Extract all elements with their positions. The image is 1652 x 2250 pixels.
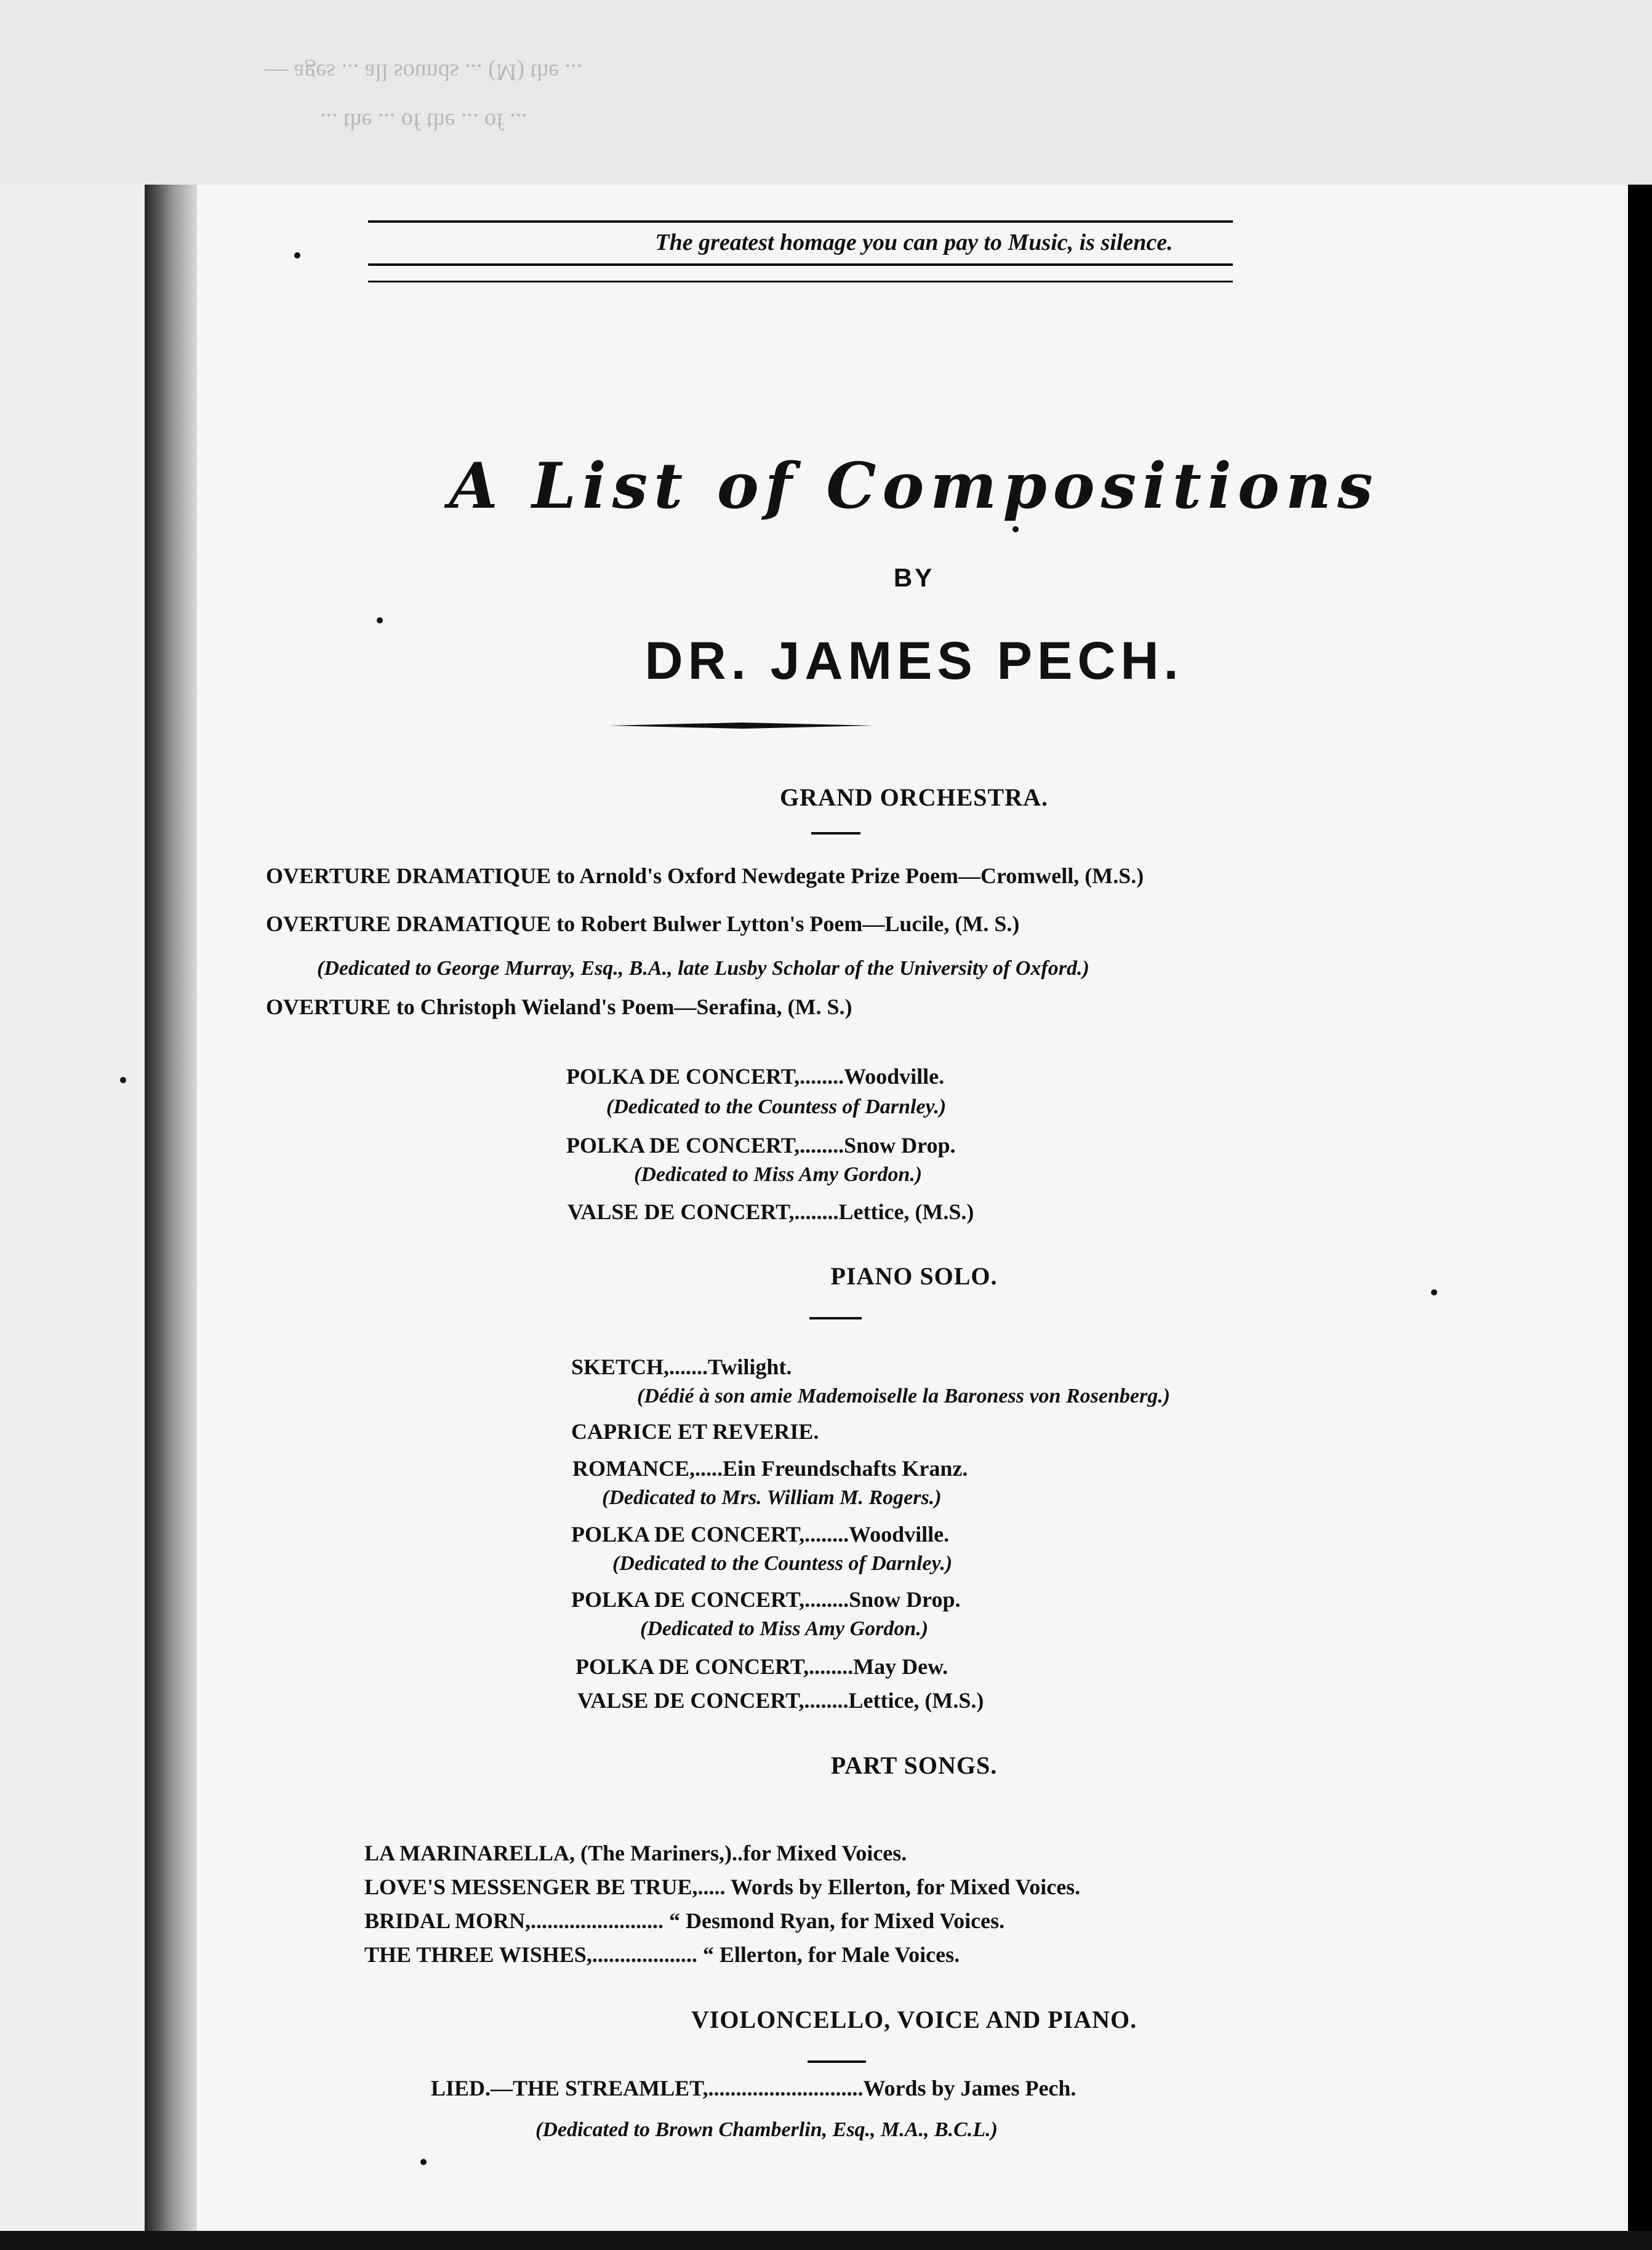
section-heading-part-songs: PART SONGS. [830, 1752, 998, 1779]
dedication: (Dedicated to Brown Chamberlin, Esq., M.A., B.C.L.) [535, 2118, 998, 2141]
motto-bottom-rule [368, 263, 1233, 266]
dedication: (Dedicated to Mrs. William M. Rogers.) [602, 1486, 942, 1509]
ink-speck [377, 617, 383, 623]
list-item: LA MARINARELLA, (The Mariners,)..for Mixed Voices. [364, 1841, 907, 1865]
list-item: THE THREE WISHES,................... “ Ellerton, for Male Voices. [364, 1942, 960, 1967]
list-item: POLKA DE CONCERT,........Woodville. [571, 1522, 950, 1547]
ink-speck [294, 252, 300, 258]
list-item: VALSE DE CONCERT,........Lettice, (M.S.) [567, 1199, 974, 1224]
motto-top-rule [368, 220, 1233, 223]
list-item: POLKA DE CONCERT,........Snow Drop. [566, 1133, 956, 1158]
by-line: BY [893, 563, 935, 592]
motto-bottom-rule-2 [368, 281, 1233, 282]
list-item: SKETCH,.......Twilight. [571, 1355, 792, 1379]
ink-speck [1012, 526, 1019, 532]
dedication: (Dedicated to George Murray, Esq., B.A., late Lusby Scholar of the University of Oxford.) [317, 957, 1089, 980]
dedication: (Dedicated to the Countess of Darnley.) [606, 1095, 947, 1118]
list-item: POLKA DE CONCERT,........May Dew. [575, 1654, 948, 1679]
section-rule [809, 1317, 862, 1319]
previous-page-edge [0, 0, 1652, 185]
section-heading-grand-orchestra: GRAND ORCHESTRA. [779, 783, 1049, 811]
section-rule [808, 2060, 866, 2063]
section-heading-violoncello: VIOLONCELLO, VOICE AND PIANO. [691, 2006, 1137, 2033]
author-name: DR. JAMES PECH. [644, 631, 1184, 691]
list-item: CAPRICE ET REVERIE. [571, 1419, 819, 1444]
bleed-through-text: ... the ... of the ... of ... [320, 108, 527, 134]
dedication: (Dédié à son amie Mademoiselle la Baroness von Rosenberg.) [637, 1385, 1171, 1407]
list-item: ROMANCE,.....Ein Freundschafts Kranz. [572, 1456, 968, 1481]
list-item: LOVE'S MESSENGER BE TRUE,..... Words by Ellerton, for Mixed Voices. [364, 1875, 1081, 1899]
ink-speck [120, 1077, 126, 1083]
bleed-through-text: — ages ... all sounds ... (M) the ... [265, 59, 583, 85]
list-item: OVERTURE DRAMATIQUE to Robert Bulwer Lytton's Poem—Lucile, (M. S.) [266, 911, 1020, 936]
book-spine-shadow [145, 185, 197, 2231]
list-item: BRIDAL MORN,........................ “ Desmond Ryan, for Mixed Voices. [364, 1908, 1005, 1933]
dedication: (Dedicated to Miss Amy Gordon.) [634, 1163, 923, 1186]
ink-speck [1431, 1289, 1437, 1295]
list-item: POLKA DE CONCERT,........Snow Drop. [571, 1587, 961, 1612]
dedication: (Dedicated to the Countess of Darnley.) [612, 1552, 953, 1575]
scan-bottom-border [0, 2231, 1652, 2250]
page-title: A List of Compositions [449, 449, 1379, 523]
list-item: POLKA DE CONCERT,........Woodville. [566, 1064, 945, 1089]
ink-speck [420, 2159, 427, 2165]
list-item: OVERTURE to Christoph Wieland's Poem—Serafina, (M. S.) [266, 995, 852, 1019]
ornamental-divider [609, 721, 874, 730]
list-item: OVERTURE DRAMATIQUE to Arnold's Oxford Newdegate Prize Poem—Cromwell, (M.S.) [266, 863, 1144, 888]
section-heading-piano-solo: PIANO SOLO. [830, 1262, 998, 1290]
section-rule [811, 832, 860, 835]
motto: The greatest homage you can pay to Music, is silence. [655, 230, 1173, 255]
dedication: (Dedicated to Miss Amy Gordon.) [640, 1617, 929, 1640]
list-item: LIED.—THE STREAMLET,............................Words by James Pech. [431, 2076, 1077, 2100]
left-page-margin [0, 185, 145, 2250]
list-item: VALSE DE CONCERT,........Lettice, (M.S.) [577, 1688, 984, 1713]
